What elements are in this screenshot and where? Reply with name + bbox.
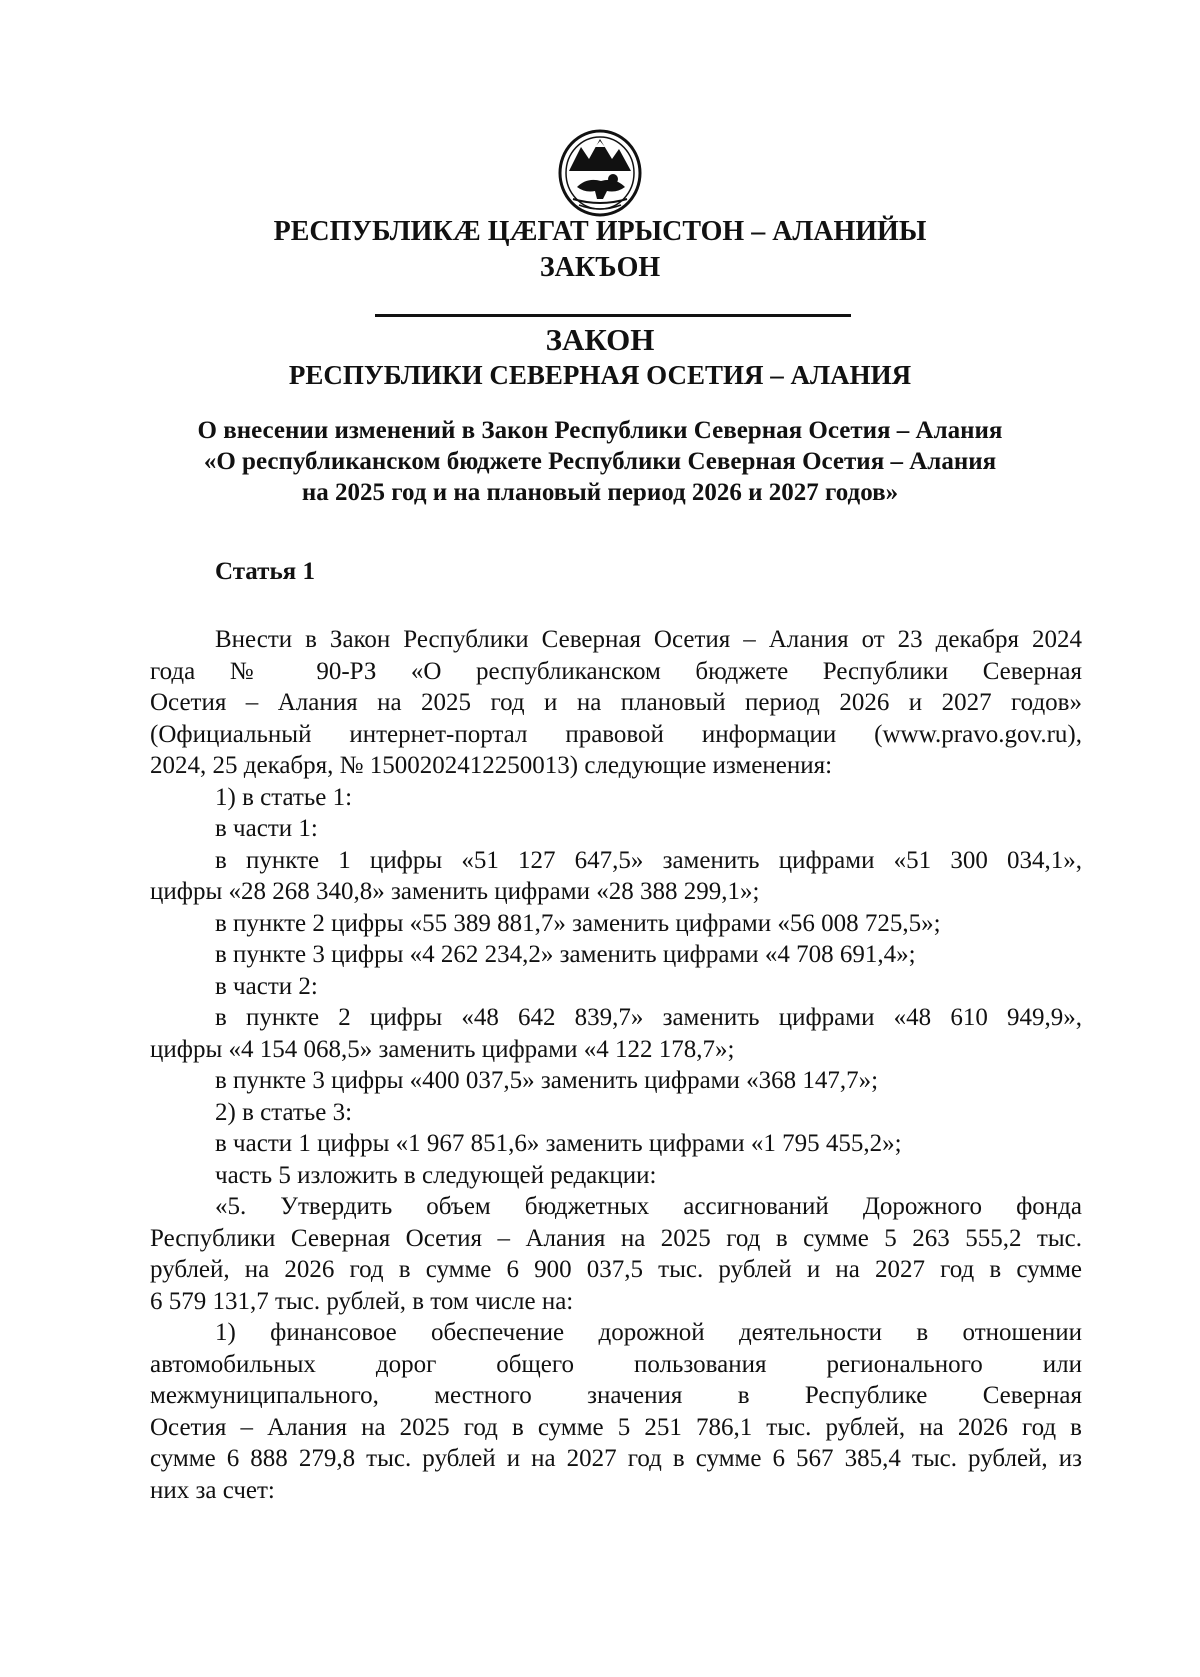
body-line: сумме 6 888 279,8 тыс. рублей и на 2027 год в сумме 6 567 385,4 тыс. рублей, из bbox=[150, 1445, 1082, 1472]
body-line: межмуниципального, местного значения в Республике Северная bbox=[150, 1382, 1082, 1409]
body-line: Осетия – Алания на 2025 год и на плановый период 2026 и 2027 годов» bbox=[150, 689, 1082, 716]
body-line: 2024, 25 декабря, № 1500202412250013) следующие изменения: bbox=[150, 752, 833, 779]
osetian-law-title: ЗАКЪОН bbox=[539, 252, 661, 283]
body-line: «5. Утвердить объем бюджетных ассигнований Дорожного фонда bbox=[215, 1193, 1082, 1220]
coat-of-arms-emblem bbox=[557, 127, 643, 217]
body-line: автомобильных дорог общего пользования регионального или bbox=[150, 1350, 1082, 1378]
document-title-line: «О республиканском бюджете Республики Северная Осетия – Алания bbox=[203, 448, 997, 475]
body-line: Внести в Закон Республики Северная Осетия – Алания от 23 декабря 2024 bbox=[215, 626, 1082, 653]
body-line: в пункте 1 цифры «51 127 647,5» заменить цифрами «51 300 034,1», bbox=[215, 846, 1082, 874]
osetian-republic-title: РЕСПУБЛИКӔ ЦӔГАТ ИРЫСТОН – АЛАНИЙЫ bbox=[273, 216, 927, 247]
body-line: цифры «28 268 340,8» заменить цифрами «28 388 299,1»; bbox=[150, 878, 760, 905]
document-title bbox=[150, 415, 1050, 508]
body-line: в пункте 2 цифры «48 642 839,7» заменить цифрами «48 610 949,9», bbox=[215, 1004, 1082, 1031]
russian-republic-title: РЕСПУБЛИКИ СЕВЕРНАЯ ОСЕТИЯ – АЛАНИЯ bbox=[288, 360, 912, 390]
document-body bbox=[150, 624, 1082, 1506]
body-line: в части 1: bbox=[215, 815, 318, 842]
body-line: в пункте 3 цифры «4 262 234,2» заменить цифрами «4 708 691,4»; bbox=[215, 941, 916, 968]
body-line: года № 90-РЗ «О республиканском бюджете Республики Северная bbox=[150, 657, 1082, 685]
header-divider bbox=[375, 314, 851, 317]
body-line: Республики Северная Осетия – Алания на 2025 год в сумме 5 263 555,2 тыс. bbox=[150, 1224, 1082, 1252]
body-line: 1) финансовое обеспечение дорожной деятельности в отношении bbox=[215, 1319, 1082, 1346]
body-line: них за счет: bbox=[150, 1476, 275, 1504]
body-line: 6 579 131,7 тыс. рублей, в том числе на: bbox=[150, 1287, 574, 1315]
body-line: в пункте 3 цифры «400 037,5» заменить цифрами «368 147,7»; bbox=[215, 1067, 879, 1094]
body-line: Осетия – Алания на 2025 год в сумме 5 251 786,1 тыс. рублей, на 2026 год в bbox=[150, 1413, 1082, 1441]
body-line: в части 1 цифры «1 967 851,6» заменить цифрами «1 795 455,2»; bbox=[215, 1130, 902, 1157]
body-line: рублей, на 2026 год в сумме 6 900 037,5 тыс. рублей и на 2027 год в сумме bbox=[150, 1256, 1082, 1283]
article-heading: Статья 1 bbox=[215, 558, 315, 585]
body-line: цифры «4 154 068,5» заменить цифрами «4 122 178,7»; bbox=[150, 1035, 735, 1063]
body-line: в пункте 2 цифры «55 389 881,7» заменить цифрами «56 008 725,5»; bbox=[215, 909, 941, 937]
body-line: 1) в статье 1: bbox=[215, 783, 353, 811]
body-line: 2) в статье 3: bbox=[215, 1098, 353, 1126]
body-line: (Официальный интернет-портал правовой информации (www.pravo.gov.ru), bbox=[150, 720, 1082, 748]
body-line: в части 2: bbox=[215, 972, 318, 1000]
document-title-line: О внесении изменений в Закон Республики Северная Осетия – Алания bbox=[197, 417, 1003, 444]
document-title-line: на 2025 год и на плановый период 2026 и 2027 годов» bbox=[301, 479, 899, 506]
russian-law-title: ЗАКОН bbox=[545, 322, 655, 357]
body-line: часть 5 изложить в следующей редакции: bbox=[215, 1161, 657, 1189]
